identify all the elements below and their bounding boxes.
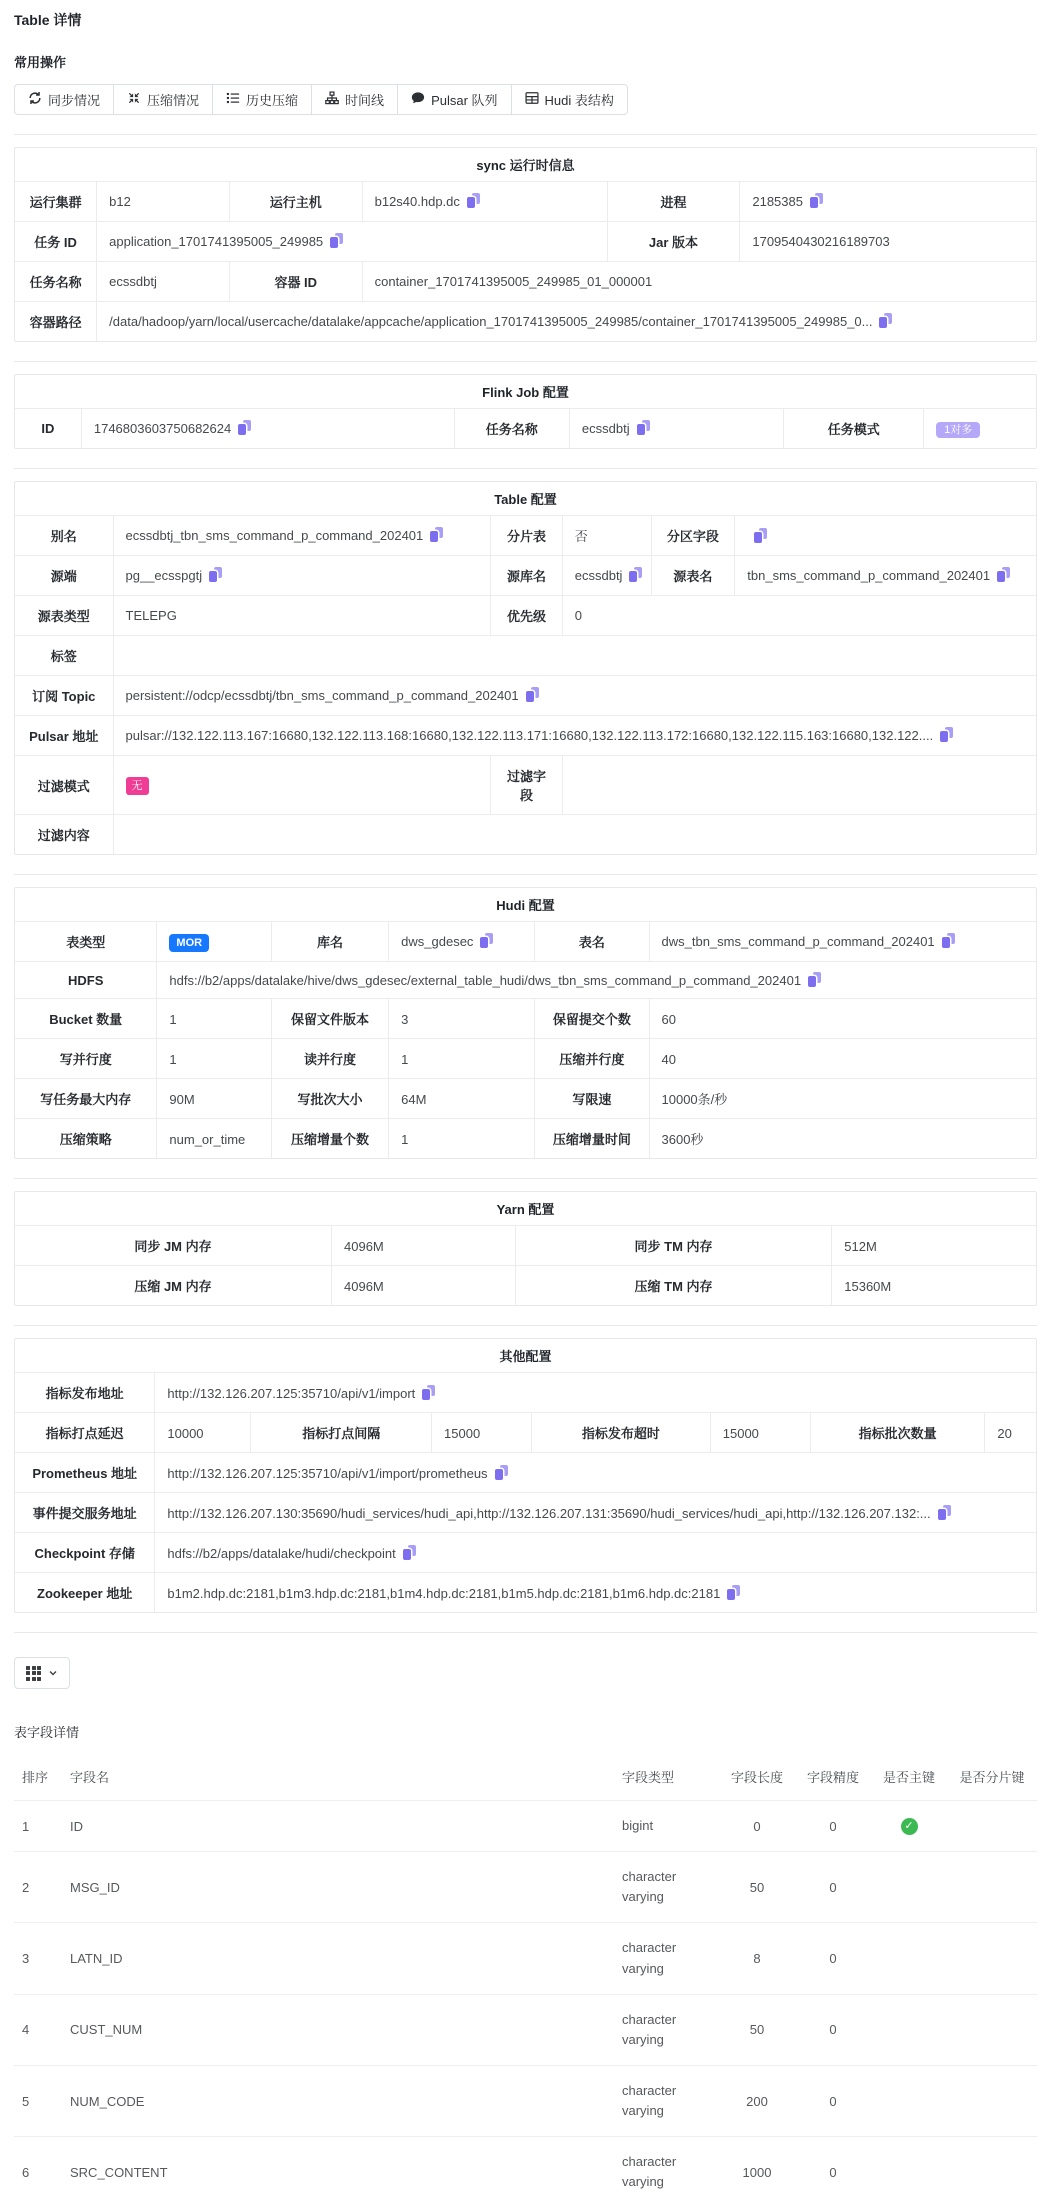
field-value: b12s40.hdp.dc: [362, 182, 607, 222]
field-label: 写任务最大内存: [15, 1079, 157, 1119]
field-name: NUM_CODE: [62, 2066, 614, 2137]
field-precision: 0: [795, 2137, 871, 2208]
field-length: 0: [719, 1801, 795, 1852]
field-value: 1709540430216189703: [740, 222, 1036, 262]
sitemap-icon: [325, 91, 339, 108]
field-length: 200: [719, 2066, 795, 2137]
field-label: 表类型: [15, 922, 157, 962]
hudi-table-structure-button[interactable]: Hudi 表结构: [511, 84, 628, 115]
field-label: Checkpoint 存储: [15, 1533, 155, 1573]
field-value: ecssdbtj: [562, 556, 651, 596]
copy-icon[interactable]: [629, 567, 642, 582]
field-value: b1m2.hdp.dc:2181,b1m3.hdp.dc:2181,b1m4.hdp.dc:2181,b1m5.hdp.dc:2181,b1m6.hdp.dc:2181: [155, 1573, 1036, 1613]
copy-icon[interactable]: [727, 1585, 740, 1600]
field-label: 任务模式: [784, 409, 924, 449]
field-label: 事件提交服务地址: [15, 1493, 155, 1533]
field-label: 读并行度: [271, 1039, 388, 1079]
section-flink-job: [14, 374, 1037, 449]
field-name: CUST_NUM: [62, 1994, 614, 2065]
table-row: [15, 716, 1036, 756]
table-row: [14, 1852, 1037, 1923]
field-label: 源表类型: [15, 596, 113, 636]
copy-icon[interactable]: [942, 933, 955, 948]
shard-key-cell: [947, 2066, 1037, 2137]
field-length: 1000: [719, 2137, 795, 2208]
field-label: 指标发布地址: [15, 1373, 155, 1413]
field-label: 压缩 JM 内存: [15, 1266, 332, 1306]
table-type-badge: MOR: [169, 934, 209, 952]
fields-table: [14, 1759, 1037, 2208]
field-name: MSG_ID: [62, 1852, 614, 1923]
copy-icon[interactable]: [637, 420, 650, 435]
field-value: [735, 516, 1036, 556]
field-precision: 0: [795, 1852, 871, 1923]
table-row: [15, 1226, 1036, 1266]
field-value: container_1701741395005_249985_01_000001: [362, 262, 1036, 302]
section-divider: [14, 1178, 1037, 1179]
field-precision: 0: [795, 1923, 871, 1994]
field-value: 15000: [710, 1413, 810, 1453]
fields-detail-title: 表字段详情: [14, 1725, 80, 1741]
field-value: 60: [649, 999, 1036, 1039]
field-label: 过滤模式: [15, 756, 113, 815]
table-row: [14, 1994, 1037, 2065]
column-header: 排序: [22, 1770, 49, 1786]
field-label: 源库名: [491, 556, 562, 596]
table-row: [15, 596, 1036, 636]
field-label: 源表名: [651, 556, 735, 596]
field-label: 表名: [535, 922, 649, 962]
table-row: [15, 1079, 1036, 1119]
table-row: [15, 999, 1036, 1039]
table-row: [15, 516, 1036, 556]
primary-key-cell: [871, 1852, 947, 1923]
table-row: [15, 815, 1036, 855]
field-value: TELEPG: [113, 596, 491, 636]
field-value: 1: [157, 1039, 271, 1079]
field-label: 过滤字段: [491, 756, 562, 815]
shard-key-cell: [947, 1852, 1037, 1923]
field-value: 2185385: [740, 182, 1036, 222]
field-label: 压缩策略: [15, 1119, 157, 1159]
field-label: 同步 JM 内存: [15, 1226, 332, 1266]
field-label: 保留文件版本: [271, 999, 388, 1039]
field-label: 分区字段: [651, 516, 735, 556]
field-label: HDFS: [15, 962, 157, 999]
field-label: 优先级: [491, 596, 562, 636]
column-header: 字段精度: [806, 1770, 859, 1786]
section-other-config: [14, 1338, 1037, 1613]
field-label: 指标发布超时: [532, 1413, 711, 1453]
copy-icon[interactable]: [938, 1505, 951, 1520]
copy-icon[interactable]: [879, 313, 892, 328]
pulsar-queue-button[interactable]: Pulsar 队列: [397, 84, 511, 115]
field-value: dws_gdesec: [389, 922, 535, 962]
check-circle-icon: ✓: [901, 1818, 918, 1835]
table-row: [15, 1493, 1036, 1533]
field-order: 2: [14, 1852, 62, 1923]
common-operations-title: 常用操作: [14, 55, 67, 70]
field-value: /data/hadoop/yarn/local/usercache/datalake/appcache/application_1701741395005_249985/container_1701741395005_249985_0...: [97, 302, 1036, 342]
field-value: 4096M: [332, 1266, 516, 1306]
field-value: 40: [649, 1039, 1036, 1079]
compress-icon: [127, 91, 141, 108]
field-label: 同步 TM 内存: [515, 1226, 832, 1266]
copy-icon[interactable]: [480, 933, 493, 948]
column-header: 是否主键: [882, 1770, 935, 1786]
field-order: 5: [14, 2066, 62, 2137]
section-title: Table 配置: [15, 482, 1036, 516]
column-header: 字段名: [70, 1770, 110, 1786]
copy-icon[interactable]: [810, 193, 823, 208]
section-divider: [14, 874, 1037, 875]
field-label: Jar 版本: [607, 222, 740, 262]
field-value: 10000: [155, 1413, 251, 1453]
primary-key-cell: [871, 2066, 947, 2137]
copy-icon[interactable]: [997, 567, 1010, 582]
field-value: [113, 756, 491, 815]
field-label: 压缩 TM 内存: [515, 1266, 832, 1306]
field-label: 任务名称: [454, 409, 569, 449]
field-value: 3600秒: [649, 1119, 1036, 1159]
field-value: 64M: [389, 1079, 535, 1119]
field-precision: 0: [795, 2066, 871, 2137]
field-length: 8: [719, 1923, 795, 1994]
field-order: 1: [14, 1801, 62, 1852]
shard-key-cell: [947, 2137, 1037, 2208]
copy-icon[interactable]: [467, 193, 480, 208]
field-label: 写批次大小: [271, 1079, 388, 1119]
field-label: 压缩增量时间: [535, 1119, 649, 1159]
field-label: 进程: [607, 182, 740, 222]
table-row: [15, 1039, 1036, 1079]
section-title: Yarn 配置: [15, 1192, 1036, 1226]
column-header: 字段长度: [730, 1770, 783, 1786]
field-value: [157, 922, 271, 962]
field-value: tbn_sms_command_p_command_202401: [735, 556, 1036, 596]
field-type: character varying: [614, 1852, 719, 1923]
field-label: 任务 ID: [15, 222, 97, 262]
field-value: 1: [157, 999, 271, 1039]
compress-status-button[interactable]: 压缩情况: [113, 84, 213, 115]
field-name: SRC_CONTENT: [62, 2137, 614, 2208]
table-row: [15, 1266, 1036, 1306]
field-value: 否: [562, 516, 651, 556]
field-label: Zookeeper 地址: [15, 1573, 155, 1613]
field-type: character varying: [614, 2066, 719, 2137]
table-row: [15, 756, 1036, 815]
chevron-down-icon: [48, 1666, 58, 1681]
section-title: Flink Job 配置: [15, 375, 1036, 409]
field-value: http://132.126.207.130:35690/hudi_services/hudi_api,http://132.126.207.131:35690/hudi_services/hudi_api,http://132.126.207.132:...: [155, 1493, 1036, 1533]
section-divider: [14, 134, 1037, 135]
field-length: 50: [719, 1852, 795, 1923]
table-row: [15, 556, 1036, 596]
field-value: pulsar://132.122.113.167:16680,132.122.113.168:16680,132.122.113.171:16680,132.122.113.172:16680,132.122.115.163:16680,132.122....: [113, 716, 1036, 756]
field-value: pg__ecsspgtj: [113, 556, 491, 596]
field-label: 库名: [271, 922, 388, 962]
table-row: [15, 1453, 1036, 1493]
field-value: 15000: [432, 1413, 532, 1453]
field-label: 标签: [15, 636, 113, 676]
field-label: Prometheus 地址: [15, 1453, 155, 1493]
field-value: 10000条/秒: [649, 1079, 1036, 1119]
field-label: 指标打点延迟: [15, 1413, 155, 1453]
primary-key-cell: [871, 2137, 947, 2208]
field-value: 3: [389, 999, 535, 1039]
copy-icon[interactable]: [330, 233, 343, 248]
field-order: 6: [14, 2137, 62, 2208]
field-type: character varying: [614, 2137, 719, 2208]
field-label: 容器 ID: [229, 262, 362, 302]
field-order: 3: [14, 1923, 62, 1994]
table-row: [15, 1573, 1036, 1613]
field-value: hdfs://b2/apps/datalake/hive/dws_gdesec/external_table_hudi/dws_tbn_sms_command_p_command_202401: [157, 962, 1036, 999]
section-title: 其他配置: [15, 1339, 1036, 1373]
field-value: persistent://odcp/ecssdbtj/tbn_sms_command_p_command_202401: [113, 676, 1036, 716]
field-value: 0: [562, 596, 1036, 636]
field-value: http://132.126.207.125:35710/api/v1/import/prometheus: [155, 1453, 1036, 1493]
copy-icon[interactable]: [808, 972, 821, 987]
section-divider: [14, 1325, 1037, 1326]
field-value: ecssdbtj_tbn_sms_command_p_command_202401: [113, 516, 491, 556]
field-label: 写并行度: [15, 1039, 157, 1079]
field-label: 写限速: [535, 1079, 649, 1119]
field-label: Bucket 数量: [15, 999, 157, 1039]
section-yarn-config: [14, 1191, 1037, 1306]
field-value: [562, 756, 1036, 815]
table-row: [15, 222, 1036, 262]
field-label: 源端: [15, 556, 113, 596]
field-value: http://132.126.207.125:35710/api/v1/import: [155, 1373, 1036, 1413]
table-icon: [525, 91, 539, 108]
field-value: dws_tbn_sms_command_p_command_202401: [649, 922, 1036, 962]
field-value: 1: [389, 1039, 535, 1079]
table-row: [15, 302, 1036, 342]
filter-mode-badge: 无: [126, 777, 149, 795]
copy-icon[interactable]: [238, 420, 251, 435]
field-name: LATN_ID: [62, 1923, 614, 1994]
field-label: 订阅 Topic: [15, 676, 113, 716]
table-row: [14, 1801, 1037, 1852]
section-divider: [14, 1632, 1037, 1633]
copy-icon[interactable]: [495, 1465, 508, 1480]
table-row: [14, 1923, 1037, 1994]
primary-key-cell: [871, 1801, 947, 1852]
timeline-button[interactable]: 时间线: [311, 84, 398, 115]
table-row: [15, 262, 1036, 302]
copy-icon[interactable]: [754, 528, 767, 543]
field-label: 指标批次数量: [810, 1413, 985, 1453]
table-row: [15, 676, 1036, 716]
copy-icon[interactable]: [430, 527, 443, 542]
field-label: 别名: [15, 516, 113, 556]
grid-icon: [26, 1666, 41, 1681]
primary-key-cell: [871, 1994, 947, 2065]
field-length: 50: [719, 1994, 795, 2065]
fields-header-row: [14, 1759, 1037, 1801]
column-settings-button[interactable]: [14, 1657, 70, 1689]
copy-icon[interactable]: [209, 567, 222, 582]
page-title: Table 详情: [14, 12, 82, 28]
table-row: [15, 962, 1036, 999]
shard-key-cell: [947, 1994, 1037, 2065]
table-row: [15, 922, 1036, 962]
field-value: 1746803603750682624: [81, 409, 454, 449]
field-value: [113, 636, 1036, 676]
field-label: 保留提交个数: [535, 999, 649, 1039]
table-row: [15, 1373, 1036, 1413]
table-row: [15, 409, 1036, 449]
field-label: 过滤内容: [15, 815, 113, 855]
field-label: 压缩增量个数: [271, 1119, 388, 1159]
table-row: [14, 2137, 1037, 2208]
field-type: character varying: [614, 1923, 719, 1994]
section-title: Hudi 配置: [15, 888, 1036, 922]
column-header: 是否分片键: [959, 1770, 1025, 1786]
primary-key-cell: [871, 1923, 947, 1994]
section-divider: [14, 468, 1037, 469]
field-value: ecssdbtj: [97, 262, 230, 302]
field-value: 512M: [832, 1226, 1036, 1266]
field-value: 20: [985, 1413, 1036, 1453]
section-table-config: [14, 481, 1037, 855]
table-row: [15, 1119, 1036, 1159]
section-hudi-config: [14, 887, 1037, 1159]
section-title: sync 运行时信息: [15, 148, 1036, 182]
field-type: bigint: [614, 1801, 719, 1852]
field-value: application_1701741395005_249985: [97, 222, 607, 262]
action-button-group: [14, 84, 628, 115]
section-sync-runtime: [14, 147, 1037, 342]
field-label: 指标打点间隔: [251, 1413, 432, 1453]
sync-status-button[interactable]: 同步情况: [14, 84, 114, 115]
field-order: 4: [14, 1994, 62, 2065]
field-value: 4096M: [332, 1226, 516, 1266]
history-compress-button[interactable]: 历史压缩: [212, 84, 312, 115]
copy-icon[interactable]: [526, 687, 539, 702]
table-row: [15, 1413, 1036, 1453]
section-divider: [14, 361, 1037, 362]
field-label: 运行主机: [229, 182, 362, 222]
field-value: ecssdbtj: [569, 409, 783, 449]
field-value: b12: [97, 182, 230, 222]
field-label: ID: [15, 409, 81, 449]
copy-icon[interactable]: [403, 1545, 416, 1560]
table-row: [14, 2066, 1037, 2137]
list-icon: [226, 91, 240, 108]
field-label: 任务名称: [15, 262, 97, 302]
copy-icon[interactable]: [940, 727, 953, 742]
field-value: hdfs://b2/apps/datalake/hudi/checkpoint: [155, 1533, 1036, 1573]
field-label: 分片表: [491, 516, 562, 556]
table-row: [15, 1533, 1036, 1573]
field-label: 压缩并行度: [535, 1039, 649, 1079]
field-type: character varying: [614, 1994, 719, 2065]
field-value: 15360M: [832, 1266, 1036, 1306]
field-precision: 0: [795, 1994, 871, 2065]
field-precision: 0: [795, 1801, 871, 1852]
shard-key-cell: [947, 1923, 1037, 1994]
sync-icon: [28, 91, 42, 108]
field-name: ID: [62, 1801, 614, 1852]
column-header: 字段类型: [622, 1770, 675, 1786]
field-value: 1: [389, 1119, 535, 1159]
field-value: 90M: [157, 1079, 271, 1119]
task-mode-badge: 1对多: [936, 422, 980, 438]
field-value: [113, 815, 1036, 855]
copy-icon[interactable]: [422, 1385, 435, 1400]
shard-key-cell: [947, 1801, 1037, 1852]
field-value: [924, 409, 1036, 449]
field-label: Pulsar 地址: [15, 716, 113, 756]
comment-icon: [411, 91, 425, 108]
field-label: 运行集群: [15, 182, 97, 222]
table-row: [15, 182, 1036, 222]
table-row: [15, 636, 1036, 676]
field-label: 容器路径: [15, 302, 97, 342]
field-value: num_or_time: [157, 1119, 271, 1159]
